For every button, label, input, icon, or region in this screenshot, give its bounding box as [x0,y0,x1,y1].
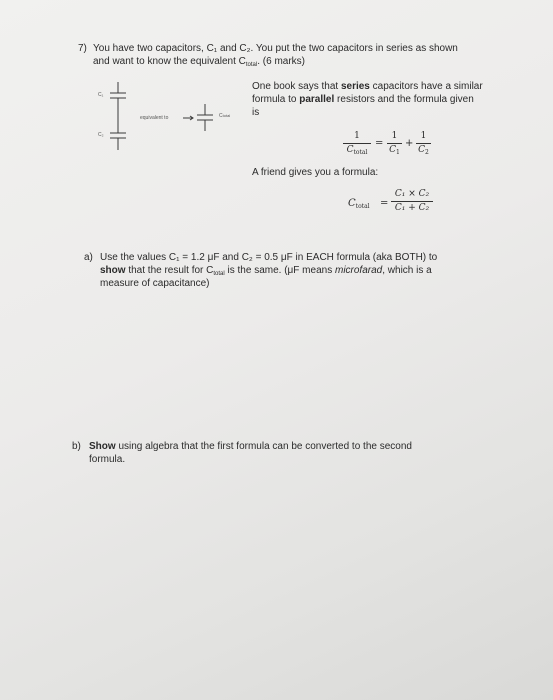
book-line-1: One book says that series capacitors have a similar [252,81,483,92]
question-line-1: You have two capacitors, C₁ and C₂. You put the two capacitors in series as shown [93,43,458,54]
book-line-2: formula to parallel resistors and the formula given [252,94,474,105]
formula1-plus: + [405,138,414,149]
formula1-term-2: 1 $C_2$ [416,131,431,158]
formula2-equals: = [380,198,389,209]
formula2-lhs: $C_{total}$ [348,198,370,210]
part-a-line-3: measure of capacitance) [100,278,210,289]
diagram-label-c2: C₂ [98,132,104,138]
question-number: 7) [78,43,87,54]
formula1-equals: = [375,138,384,149]
part-b-line-2: formula. [89,454,126,465]
book-line-3: is [252,107,260,118]
formula1-term-1: 1 $C_1$ [387,131,402,158]
diagram-label-ctotal: Ctotal [219,113,231,119]
diagram-equivalent-label: equivalent to [140,115,169,121]
part-a-line-2: show that the result for $C_{total}$ is the same. (μF means microfarad, which is a [100,265,432,277]
formula1-lhs: 1 $C_{total}$ [343,131,371,158]
part-b-line-1: Show using algebra that the first formula can be converted to the second [89,441,412,452]
diagram-label-c1: C₁ [98,92,104,98]
part-a-label: a) [84,252,93,263]
question-line-2: and want to know the equivalent $C_{total}$. (6 marks) [93,56,306,68]
part-b-label: b) [72,441,81,452]
friend-text: A friend gives you a formula: [252,167,379,178]
formula2-fraction: C₁ × C₂ C₁ + C₂ [391,189,433,214]
part-a-line-1: Use the values C₁ = 1.2 μF and C₂ = 0.5 μF in EACH formula (aka BOTH) to [100,252,438,263]
